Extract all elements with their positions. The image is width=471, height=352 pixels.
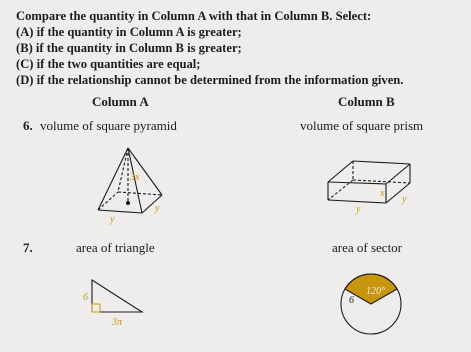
- instructions-heading: Compare the quantity in Column A with that in Column B. Select:: [16, 9, 372, 23]
- triangle-height-label: 6: [83, 292, 88, 303]
- right-triangle-figure: [80, 265, 160, 330]
- pyramid-height-label: 3x: [130, 172, 140, 183]
- sector-angle-label: 120°: [366, 286, 385, 297]
- question-6-number: 6.: [23, 118, 33, 133]
- sector-radius-label: 6: [349, 295, 354, 306]
- triangle-base-label: 3π: [112, 317, 123, 328]
- column-b-heading: Column B: [338, 94, 395, 109]
- pyramid-base-label-side: y: [155, 203, 160, 214]
- square-pyramid-figure: [92, 140, 172, 225]
- option-a: (A) if the quantity in Column A is greater;: [16, 25, 242, 39]
- circle-sector-figure: [332, 262, 412, 342]
- pyramid-base-center-dot: [126, 201, 130, 205]
- question-6-column-b: volume of square prism: [300, 118, 424, 133]
- option-b: (B) if the quantity in Column B is greater;: [16, 41, 242, 55]
- pyramid-base-label-front: y: [110, 214, 115, 225]
- square-prism-figure: [318, 152, 418, 217]
- option-d: (D) if the relationship cannot be determined from the information given.: [16, 73, 404, 87]
- prism-base-label-front: y: [356, 204, 361, 215]
- instructions: [16, 8, 403, 88]
- question-7-column-b: area of sector: [332, 240, 403, 255]
- option-c: (C) if the two quantities are equal;: [16, 57, 201, 71]
- right-angle-marker: [92, 304, 100, 312]
- column-a-heading: Column A: [92, 94, 149, 109]
- question-7-number: 7.: [23, 240, 33, 255]
- question-7-column-a: area of triangle: [76, 240, 155, 255]
- prism-height-label: x: [380, 188, 385, 199]
- question-6-column-a: volume of square pyramid: [40, 118, 177, 133]
- prism-base-label-side: y: [402, 194, 407, 205]
